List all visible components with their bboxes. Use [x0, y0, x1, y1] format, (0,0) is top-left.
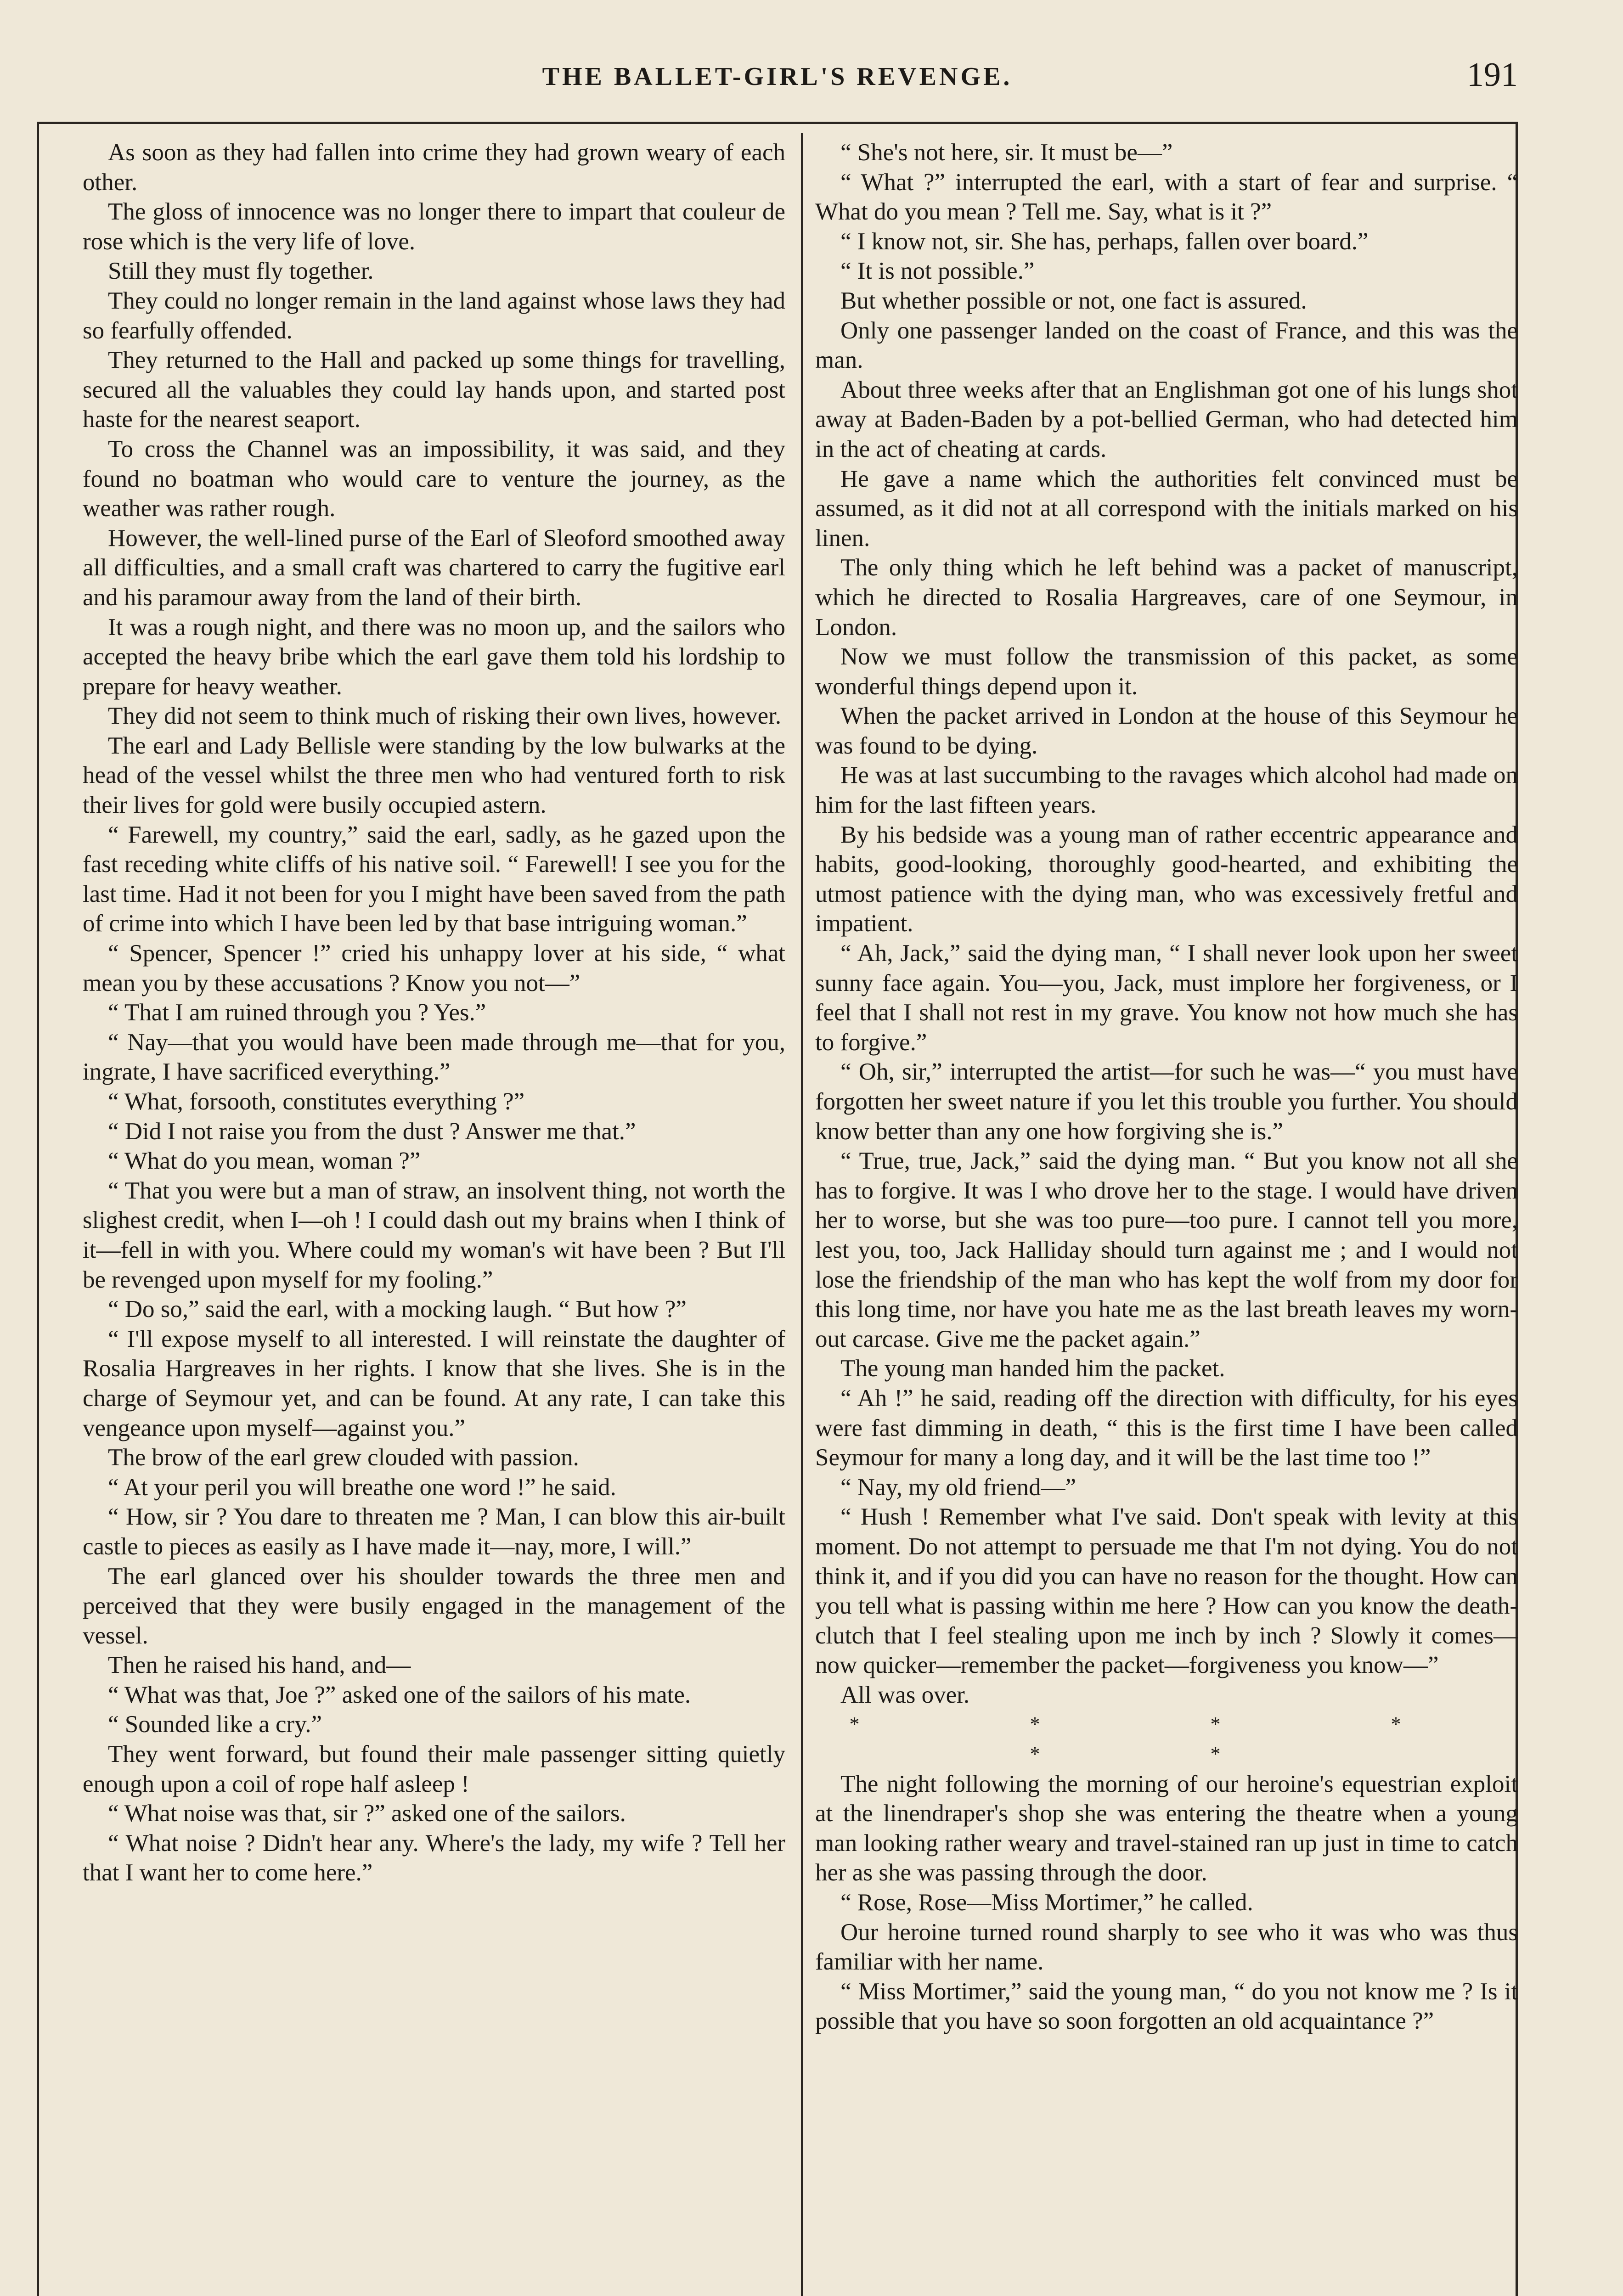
paragraph: By his bedside was a young man of rather eccentric appearance and habits, good-looking, thoroughly good-hearted, and exhibiting the utmost patience with the dying man, who was excessively fretful and impatient. — [815, 821, 1518, 937]
paragraph: “ How, sir ? You dare to threaten me ? Man, I can blow this air-built castle to pieces as easily as I have made it—nay, more, I will.” — [83, 1503, 785, 1560]
paragraph: They could no longer remain in the land against whose laws they had so fearfully offended. — [83, 287, 785, 344]
paragraph: “ What was that, Joe ?” asked one of the sailors of his mate. — [108, 1681, 691, 1708]
paragraph: “ Ah !” he said, reading off the direction with difficulty, for his eyes were fast dimming in death, “ this is the first time I have been called Seymour for many a long day, and it will be the last time too !” — [815, 1384, 1518, 1471]
paragraph: “ True, true, Jack,” said the dying man. “ But you know not all she has to forgive. It was I who drove her to the stage. I would have driven her to worse, but she was too pure—too pure. I cannot tell you more, lest you, too, Jack Halliday should turn against me ; and I would not lose the friendship of the man who has kept the wolf from my door for this long time, nor have you hate me as the last breath leaves my worn-out carcase. Give me the packet again.” — [815, 1148, 1518, 1352]
running-title: THE BALLET-GIRL'S REVENGE. — [542, 62, 1013, 91]
paragraph: “ Oh, sir,” interrupted the artist—for such he was—“ you must have forgotten her sweet nature if you let this trouble you further. You should know better than any one how forgiving she is.” — [815, 1058, 1518, 1145]
header-rule — [37, 122, 1518, 124]
paragraph: But whether possible or not, one fact is assured. — [840, 287, 1307, 314]
paragraph: They returned to the Hall and packed up some things for travelling, secured all the valuables they could lay hands upon, and started post haste for the nearest seaport. — [83, 347, 785, 433]
paragraph: It was a rough night, and there was no moon up, and the sailors who accepted the heavy bribe which the earl gave them told his lordship to prepare for heavy weather. — [83, 613, 785, 700]
paragraph: “ Did I not raise you from the dust ? Answer me that.” — [108, 1118, 636, 1145]
left-frame-rule — [37, 122, 39, 2296]
paragraph: Then he raised his hand, and— — [108, 1652, 411, 1679]
paragraph: Now we must follow the transmission of this packet, as some wonderful things depend upon it. — [815, 643, 1518, 700]
column-divider — [801, 133, 803, 2296]
paragraph: The only thing which he left behind was a packet of manuscript, which he directed to Rosalia Hargreaves, care of one Seymour, in London. — [815, 554, 1518, 641]
paragraph: “ That you were but a man of straw, an insolvent thing, not worth the slighest credit, when I—oh ! I could dash out my brains when I think of it—fell in with you. Where could my woman's wit have been ? But I'll be revenged upon myself for my fooling.” — [83, 1177, 785, 1293]
paragraph: “ She's not here, sir. It must be—” — [840, 139, 1173, 166]
paragraph: “ Miss Mortimer,” said the young man, “ do you not know me ? Is it possible that you have so soon forgotten an old acquaintance ?” — [815, 1978, 1518, 2035]
paragraph: The young man handed him the packet. — [840, 1355, 1225, 1382]
paragraph: “ Ah, Jack,” said the dying man, “ I shall never look upon her sweet sunny face again. You—you, Jack, must implore her forgiveness, or I feel that I shall not rest in my grave. You know not how much she has to forgive.” — [815, 940, 1518, 1056]
paragraph: When the packet arrived in London at the house of this Seymour he was found to be dying. — [815, 703, 1518, 759]
paragraph: He gave a name which the authorities felt convinced must be assumed, as it did not at all correspond with the initials marked on his linen. — [815, 465, 1518, 551]
paragraph: They went forward, but found their male passenger sitting quietly enough upon a coil of rope half asleep ! — [83, 1741, 785, 1797]
right-column — [815, 138, 1518, 2296]
paragraph: The gloss of innocence was no longer there to impart that couleur de rose which is the very life of love. — [83, 198, 785, 255]
paragraph: The earl and Lady Bellisle were standing by the low bulwarks at the head of the vessel whilst the three men who had ventured forth to risk their lives for gold were busily occupied astern. — [83, 732, 785, 819]
page-header — [37, 53, 1518, 108]
paragraph: About three weeks after that an Englishman got one of his lungs shot away at Baden-Baden by a pot-bellied German, who had detected him in the act of cheating at cards. — [815, 376, 1518, 462]
paragraph: Only one passenger landed on the coast of France, and this was the man. — [815, 317, 1518, 374]
paragraph: “ Do so,” said the earl, with a mocking laugh. “ But how ?” — [108, 1296, 687, 1323]
paragraph: “ Nay, my old friend—” — [840, 1474, 1076, 1501]
paragraph: “ Spencer, Spencer !” cried his unhappy lover at his side, “ what mean you by these accusations ? Know you not—” — [83, 940, 785, 996]
paragraph: “ That I am ruined through you ? Yes.” — [108, 999, 486, 1026]
paragraph: However, the well-lined purse of the Earl of Sleoford smoothed away all difficulties, and a small craft was chartered to carry the fugitive earl and his paramour away from the land of their birth. — [83, 524, 785, 611]
paragraph: All was over. — [840, 1681, 970, 1708]
paragraph: Our heroine turned round sharply to see who it was who was thus familiar with her name. — [815, 1919, 1518, 1975]
paragraph: The earl glanced over his shoulder towards the three men and perceived that they were busily engaged in the management of the vessel. — [83, 1563, 785, 1649]
paragraph: “ What, forsooth, constitutes everything ?” — [108, 1088, 525, 1115]
paragraph: As soon as they had fallen into crime they had grown weary of each other. — [83, 139, 785, 196]
paragraph: He was at last succumbing to the ravages which alcohol had made on him for the last fifteen years. — [815, 762, 1518, 819]
paragraph: The brow of the earl grew clouded with passion. — [108, 1444, 579, 1471]
paragraph: “ What noise ? Didn't hear any. Where's the lady, my wife ? Tell her that I want her to come here.” — [83, 1829, 785, 1886]
paragraph: The night following the morning of our heroine's equestrian exploit at the linendraper's shop she was entering the theatre when a young man looking rather weary and travel-stained ran up just in time to catch her as she was passing through the door. — [815, 1770, 1518, 1886]
paragraph: “ What ?” interrupted the earl, with a start of fear and surprise. “ What do you mean ? Tell me. Say, what is it ?” — [815, 169, 1518, 225]
paragraph: To cross the Channel was an impossibility, it was said, and they found no boatman who would care to venture the journey, as the weather was rather rough. — [83, 435, 785, 522]
paragraph: “ Farewell, my country,” said the earl, sadly, as he gazed upon the fast receding white cliffs of his native soil. “ Farewell! I see you for the last time. Had it not been for you I might have been saved from the path of crime into which I have been led by that base intriguing woman.” — [83, 821, 785, 937]
paragraph: “ I know not, sir. She has, perhaps, fallen over board.” — [840, 228, 1369, 255]
paragraph: “ It is not possible.” — [840, 258, 1035, 285]
paragraph: They did not seem to think much of risking their own lives, however. — [108, 703, 782, 730]
paragraph: “ Sounded like a cry.” — [108, 1711, 322, 1738]
paragraph: Still they must fly together. — [108, 258, 374, 285]
left-column — [83, 138, 785, 2296]
page-number: 191 — [1467, 56, 1518, 94]
paragraph: “ I'll expose myself to all interested. I will reinstate the daughter of Rosalia Hargreaves in her rights. I know that she lives. She is in the charge of Seymour yet, and can be found. At any rate, I can take this vengeance upon myself—against you.” — [83, 1325, 785, 1441]
paragraph: “ What do you mean, woman ?” — [108, 1148, 421, 1175]
paragraph: “ At your peril you will breathe one word !” he said. — [108, 1474, 616, 1501]
paragraph: “ Rose, Rose—Miss Mortimer,” he called. — [840, 1889, 1253, 1916]
paragraph: * * * * * * — [849, 1713, 1484, 1766]
paragraph: “ Nay—that you would have been made through me—that for you, ingrate, I have sacrificed everything.” — [83, 1029, 785, 1086]
paragraph: “ Hush ! Remember what I've said. Don't speak with levity at this moment. Do not attempt to persuade me that I'm not dying. You do not think it, and if you did you can have no reason for the thought. How can you tell what is passing within me here ? How can you know the death-clutch that I feel stealing upon me inch by inch ? Slowly it comes—now quicker—remember the packet—forgiveness you know—” — [815, 1503, 1518, 1679]
paragraph: “ What noise was that, sir ?” asked one of the sailors. — [108, 1800, 626, 1827]
